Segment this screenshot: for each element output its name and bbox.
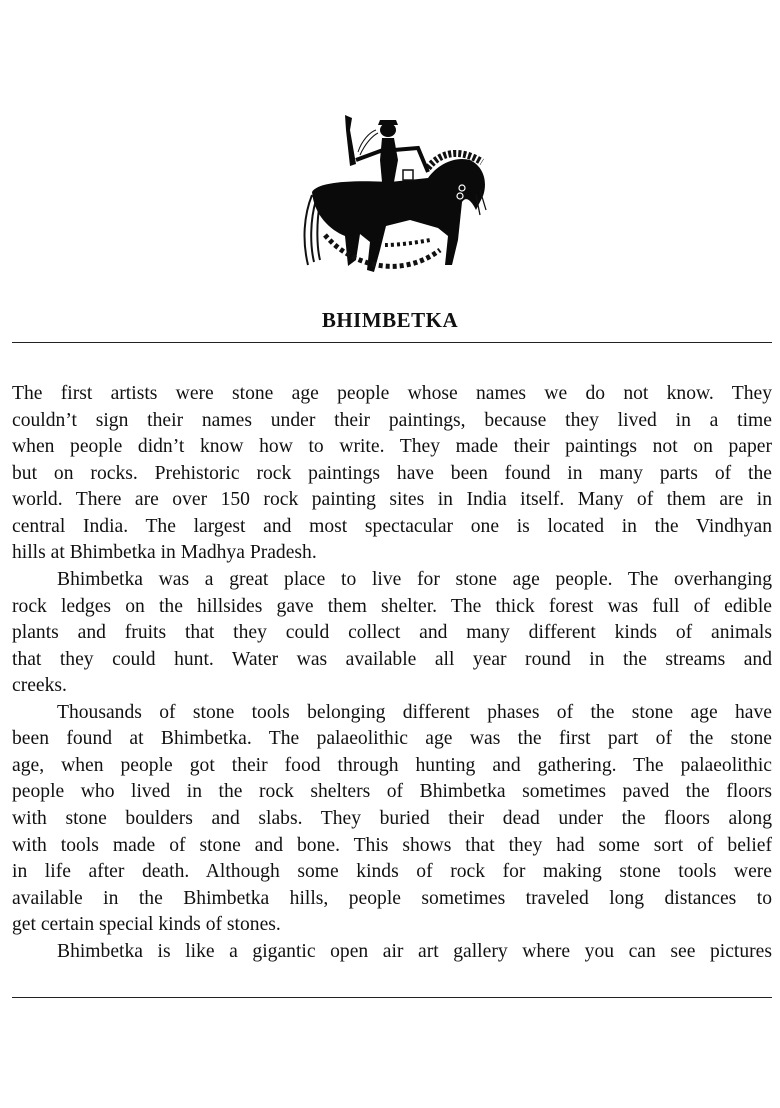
paragraph-line: plants and fruits that they could collect and many different kinds of animals xyxy=(12,622,772,644)
paragraph-line: with tools made of stone and bone. This shows that they had some sort of belief xyxy=(12,834,772,856)
paragraph-line: when people didn’t know how to write. They made their paintings not on paper xyxy=(12,436,772,458)
paragraph-line: Thousands of stone tools belonging different phases of the stone age have xyxy=(57,701,772,723)
paragraph-line: been found at Bhimbetka. The palaeolithic age was the first part of the stone xyxy=(12,728,772,750)
page-title: BHIMBETKA xyxy=(321,308,459,332)
paragraph-line: get certain special kinds of stones. xyxy=(12,914,281,936)
title-divider xyxy=(12,342,772,343)
paragraph-line: Bhimbetka was a great place to live for stone age people. The overhanging xyxy=(57,568,772,590)
footer-divider xyxy=(12,997,772,998)
paragraph-line: people who lived in the rock shelters of Bhimbetka sometimes paved the floors xyxy=(12,781,772,803)
horse-rider-illustration-icon xyxy=(290,100,500,285)
article-body xyxy=(12,381,772,965)
paragraph-line: Bhimbetka is like a gigantic open air art gallery where you can see pictures xyxy=(57,940,772,962)
paragraph-line: hills at Bhimbetka in Madhya Pradesh. xyxy=(12,542,317,564)
paragraph-line: rock ledges on the hillsides gave them shelter. The thick forest was full of edible xyxy=(12,595,772,617)
paragraph-line: age, when people got their food through hunting and gathering. The palaeolithic xyxy=(12,754,772,776)
paragraph-line: world. There are over 150 rock painting sites in India itself. Many of them are in xyxy=(12,489,772,511)
paragraph-line: couldn’t sign their names under their paintings, because they lived in a time xyxy=(12,409,772,431)
paragraph-line: central India. The largest and most spectacular one is located in the Vindhyan xyxy=(12,515,772,537)
paragraph-line: with stone boulders and slabs. They buried their dead under the floors along xyxy=(12,808,772,829)
paragraph-line: but on rocks. Prehistoric rock paintings have been found in many parts of the xyxy=(12,462,772,484)
paragraph-line: available in the Bhimbetka hills, people sometimes traveled long distances to xyxy=(12,887,772,909)
paragraph-line: that they could hunt. Water was available all year round in the streams and xyxy=(12,648,772,670)
paragraph-line: in life after death. Although some kinds of rock for making stone tools were xyxy=(12,861,772,883)
paragraph-line: creeks. xyxy=(12,675,67,697)
paragraph-line: The first artists were stone age people whose names we do not know. They xyxy=(12,383,772,404)
